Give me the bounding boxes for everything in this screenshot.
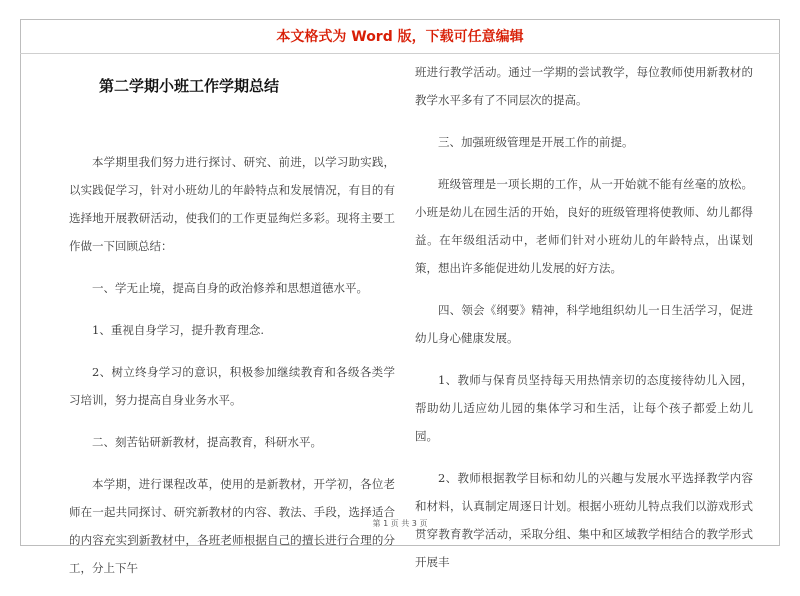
paragraph: 1、重视自身学习，提升教育理念. (92, 323, 264, 337)
paragraph: 1、教师与保育员坚持每天用热情亲切的态度接待幼儿入园，帮助幼儿适应幼儿园的集体学习和生活，让每个孩子都爱上幼儿园。 (415, 373, 753, 443)
paragraph: 班级管理是一项长期的工作，从一开始就不能有丝毫的放松。小班是幼儿在园生活的开始，良好的班级管理将使教师、幼儿都得益。在年级组活动中，老师们针对小班幼儿的年龄特点，出谋划策，想出许多能促进幼儿发展的好方法。 (415, 177, 753, 275)
paragraph: 2、教师根据教学目标和幼儿的兴趣与发展水平选择教学内容和材料，认真制定周逐日计划。根据小班幼儿特点我们以游戏形式贯穿教育教学活动，采取分组、集中和区域教学相结合的教学形式开展丰 (415, 471, 753, 569)
banner-text: 本文格式为 Word 版，下载可任意编辑 (276, 29, 524, 45)
right-column (415, 58, 753, 590)
page-number: 第 1 页 共 3 页 (372, 519, 428, 528)
paragraph: 本学期，进行课程改革，使用的是新教材，开学初，各位老师在一起共同探讨、研究新教材的内容、教法、手段，选择适合的内容充实到新教材中，各班老师根据自己的擅长进行合理的分工，分上下午 (69, 477, 395, 575)
section-heading: 四、领会《纲要》精神，科学地组织幼儿一日生活学习，促进幼儿身心健康发展。 (415, 303, 753, 345)
paragraph-continuation: 班进行教学活动。通过一学期的尝试教学，每位教师使用新教材的教学水平多有了不同层次的提高。 (415, 65, 753, 107)
section-heading: 一、学无止境，提高自身的政治修养和思想道德水平。 (92, 281, 368, 295)
paragraph: 2、树立终身学习的意识，积极参加继续教育和各级各类学习培训，努力提高自身业务水平。 (69, 365, 395, 407)
section-heading: 二、刻苦钻研新教材，提高教育，科研水平。 (92, 435, 322, 449)
section-heading: 三、加强班级管理是开展工作的前提。 (438, 135, 634, 149)
download-banner (20, 19, 780, 54)
paragraph: 本学期里我们努力进行探讨、研究、前进，以学习助实践，以实践促学习，针对小班幼儿的年龄特点和发展情况，有目的有选择地开展教研活动，使我们的工作更显绚烂多彩。现将主要工作做一下回顾总结： (69, 155, 395, 253)
left-column (69, 58, 395, 596)
document-title: 第二学期小班工作学期总结 (99, 77, 280, 95)
